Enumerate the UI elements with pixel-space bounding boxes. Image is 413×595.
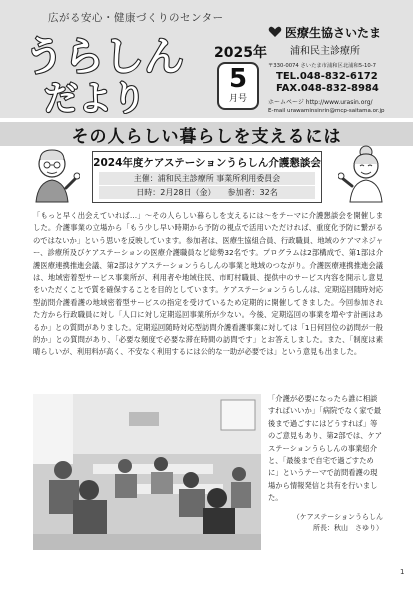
issue-month-unit: 月号 bbox=[228, 94, 247, 104]
issue-month-box bbox=[217, 62, 259, 110]
masthead bbox=[0, 0, 413, 118]
issue-year: 2025年 bbox=[214, 45, 267, 61]
clinic-website: ホームページ http://www.urasin.org/ bbox=[268, 99, 373, 106]
elderly-woman-illustration bbox=[338, 144, 392, 204]
author-signature bbox=[268, 512, 383, 534]
event-organizer: 主催：浦和民主診療所 事業所利用委員会 bbox=[99, 172, 315, 185]
clinic-tel: TEL.048-832-6172 bbox=[276, 71, 378, 82]
clinic-org-label: 医療生協さいたま bbox=[285, 26, 382, 40]
heart-icon bbox=[268, 26, 282, 38]
page-number: 1 bbox=[400, 568, 405, 576]
meeting-photo bbox=[33, 394, 261, 550]
article-body: 「もっと早く出会えていれば…」〜その人らしい暮らしを支えるには〜をテーマに介護懇談会を開催しました。介護事業の立場から「もう少し早い時期から予防の視点で活用いただければ、重度化予防に繋がるのではないか」という思いを反映しています。参加者は、医療生協組合員、行政職員、地域のケアマネジャー、診療所及びケアステーションの医療介護職員など総勢32名です。プログラムは2部構成で、第1部は介護医療連携推進会議、第2部はケアステーションうらしんの事業と地域のつながり。介護医療連携推進会議は、地域密着型サービス事業所が、利用者や地域住民、市町村職員、提供中のサービス内容を開示し意見をいただくことで質を確保することを目的としています。ケアステーションうらしんは、定期巡回随時対応型訪問介護看護の地域密着型サービスの指定を受けているため定期的に開催してきました。今回参加された方から行政職員に対し「人口に対し定期巡回事業所が少ない。今後、定期巡回の事業を増やす計画はあるか」との質問がありました。定期巡回随時対応型訪問介護看護事業に対しては「1日何回位の訪問が一般的か」との質問があり、「必要な頻度で必要な滞在時間の訪問です」とお答えしました。また、「制度は素晴らしいが、利用料が高く、不安なく利用するには公的な一助が必要では」という意見も出ました。 bbox=[33, 211, 383, 357]
clinic-org-name bbox=[268, 24, 408, 41]
headline: その人らしい暮らしを支えるには bbox=[71, 126, 342, 147]
article-sidebar-text: 「介護が必要になったら誰に相談すればいいか」「病院でなく家で最後まで過ごすにはどうすれば」等のご意見もあり、第2部では、ケアステーションうらしんの事業紹介と、「最後まで自宅で過ごすために」というテーマで訪問看護の現場から情報発信と共有を行いました。 bbox=[268, 394, 383, 503]
clinic-address: 〒330-0074 さいたま市浦和区北浦和5-10-7 bbox=[268, 63, 377, 69]
event-info-box bbox=[92, 151, 322, 203]
headline-band bbox=[0, 122, 413, 146]
clinic-fax: FAX.048-832-8984 bbox=[276, 83, 379, 94]
tagline: 広がる安心・健康づくりのセンター bbox=[48, 12, 224, 24]
issue-month-number: 5 bbox=[228, 64, 248, 94]
elderly-man-illustration bbox=[26, 144, 80, 204]
newsletter-logo bbox=[22, 24, 192, 114]
svg-text:だより: だより bbox=[44, 79, 146, 114]
author-org: （ケアステーションうらしん bbox=[292, 513, 383, 521]
event-date-attendees: 日時：2月28日（金） 参加者：32名 bbox=[99, 186, 315, 199]
clinic-name: 浦和民主診療所 bbox=[290, 46, 360, 57]
author-name: 所長：秋山 さゆり） bbox=[313, 524, 383, 532]
event-title: 2024年度ケアステーションうらしん介護懇談会 bbox=[93, 157, 321, 169]
svg-text:うらしん: うらしん bbox=[24, 34, 184, 80]
clinic-info bbox=[268, 24, 408, 114]
clinic-email: E-mail urawaminsinrin@mcp-saitama.or.jp bbox=[268, 108, 385, 114]
